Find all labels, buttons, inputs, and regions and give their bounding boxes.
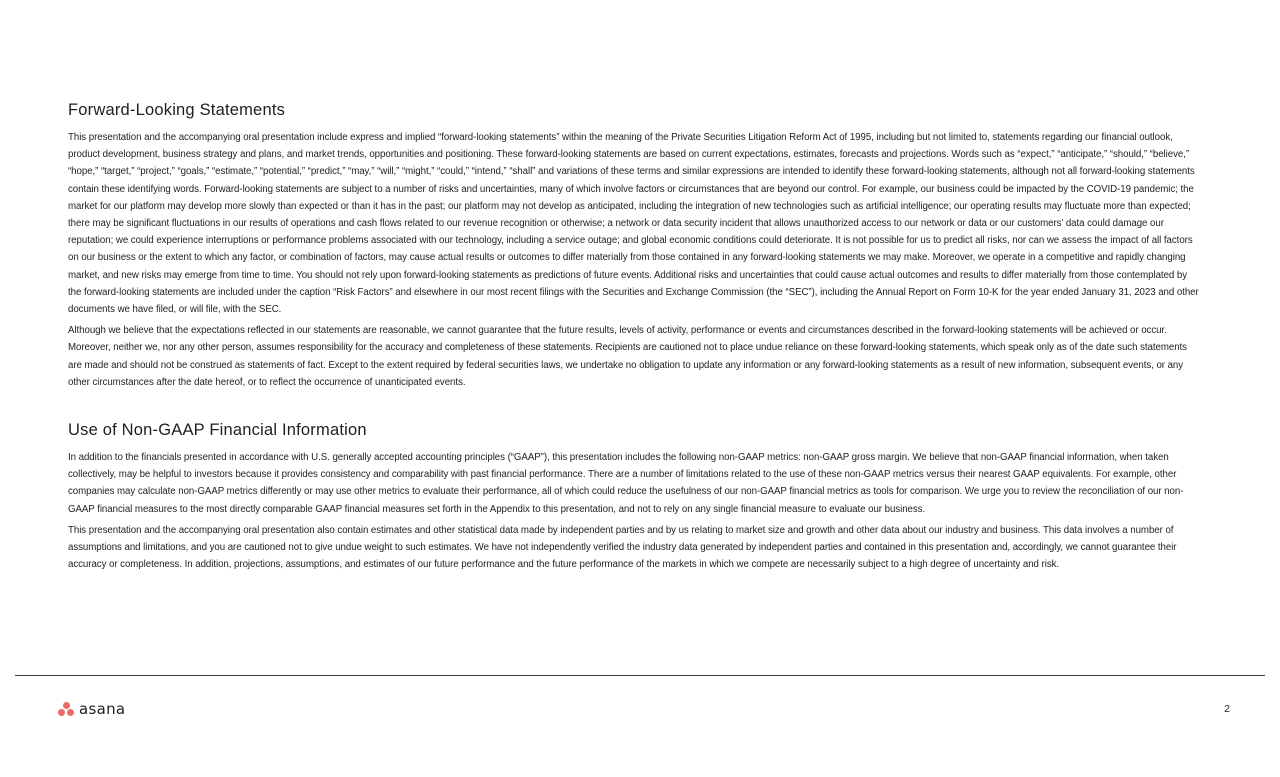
non-gaap-paragraph-1: In addition to the financials presented in accordance with U.S. generally accepted accounting principles (“GAAP”), this presentation includes the following non-GAAP metrics: non-GAAP gross margin. We believe that non-GAAP financial information, when taken collectively, may be helpful to investors because it provides consistency and comparability with past financial performance. There are a number of limitations related to the use of these non-GAAP metrics versus their nearest GAAP equivalents. For example, other companies may calculate non-GAAP metrics differently or may use other metrics to evaluate their performance, all of which could reduce the usefulness of our non-GAAP financial metrics as tools for comparison. We urge you to review the reconciliation of our non-GAAP financial measures to the most directly comparable GAAP financial measures set forth in the Appendix to this presentation, and not to rely on any single financial measure to evaluate our business. <box>68 452 1184 515</box>
forward-looking-paragraph-2: Although we believe that the expectations reflected in our statements are reasonable, we cannot guarantee that the future results, levels of activity, performance or events and circumstances described in the forward-looking statements will be achieved or occur. Moreover, neither we, nor any other person, assumes responsibility for the accuracy and completeness of these statements. Recipients are cautioned not to place undue reliance on these forward-looking statements, which speak only as of the date such statements are made and should not be construed as statements of fact. Except to the extent required by federal securities laws, we undertake no obligation to update any information or any forward-looking statements as a result of new information, subsequent events, or any other circumstances after the date hereof, or to reflect the occurrence of unanticipated events. <box>68 325 1187 388</box>
footer-divider <box>15 675 1265 676</box>
non-gaap-paragraph-2: This presentation and the accompanying oral presentation also contain estimates and other statistical data made by independent parties and by us relating to market size and growth and other data about our industry and business. This data involves a number of assumptions and limitations, and you are cautioned not to give undue weight to such estimates. We have not independently verified the industry data generated by independent parties and contained in this presentation and, accordingly, we cannot guarantee their accuracy or completeness. In addition, projections, assumptions, and estimates of our future performance and the future performance of the markets in which we compete are necessarily subject to a high degree of uncertainty and risk. <box>68 524 1177 571</box>
section-spacer <box>68 395 1200 420</box>
slide-content <box>68 100 1200 577</box>
non-gaap-heading: Use of Non-GAAP Financial Information <box>68 421 367 440</box>
footer-logo <box>58 700 125 718</box>
logo-wordmark: asana <box>79 700 126 718</box>
page-number: 2 <box>1224 703 1230 715</box>
forward-looking-statements-heading: Forward-Looking Statements <box>68 101 286 119</box>
forward-looking-paragraph-1: This presentation and the accompanying oral presentation include express and implied “forward-looking statements” within the meaning of the Private Securities Litigation Reform Act of 1995, including but not limited to, statements regarding our financial outlook, product development, business strategy and plans, and market trends, opportunities and positioning. These forward-looking statements are based on current expectations, estimates, forecasts and projections. Words such as “expect,” “anticipate,” “should,” “believe,” “hope,” “target,” “project,” “goals,” “estimate,” “potential,” “predict,” “may,” “will,” “might,” “could,” “intend,” “shall” and variations of these terms and similar expressions are intended to identify these forward-looking statements, although not all forward-looking statements contain these identifying words. Forward-looking statements are subject to a number of risks and uncertainties, many of which involve factors or circumstances that are beyond our control. For example, our business could be impacted by the COVID-19 pandemic; the market for our platform may develop more slowly than expected or than it has in the past; our platform may not develop as anticipated, including the integration of new technologies such as artificial intelligence; our operating results may fluctuate more than expected; there may be significant fluctuations in our results of operations and cash flows related to our revenue recognition or otherwise; a network or data security incident that allows unauthorized access to our network or data or our customers’ data could damage our reputation; we could experience interruptions or performance problems associated with our technology, including a service outage; and global economic conditions could deteriorate. It is not possible for us to predict all risks, nor can we assess the impact of all factors on our business or the extent to which any factor, or combination of factors, may cause actual results or outcomes to differ materially from those contained in any forward-looking statements we may make. Moreover, we operate in a competitive and rapidly changing market, and new risks may emerge from time to time. You should not rely upon forward-looking statements as predictions of future events. Additional risks and uncertainties that could cause actual outcomes and results to differ materially from those contemplated by the forward-looking statements are included under the caption “Risk Factors” and elsewhere in our most recent filings with the Securities and Exchange Commission (the “SEC”), including the Annual Report on Form 10-K for the year ended January 31, 2023 and other documents we have filed, or will file, with the SEC. <box>68 132 1199 316</box>
asana-logo-icon <box>58 702 74 716</box>
